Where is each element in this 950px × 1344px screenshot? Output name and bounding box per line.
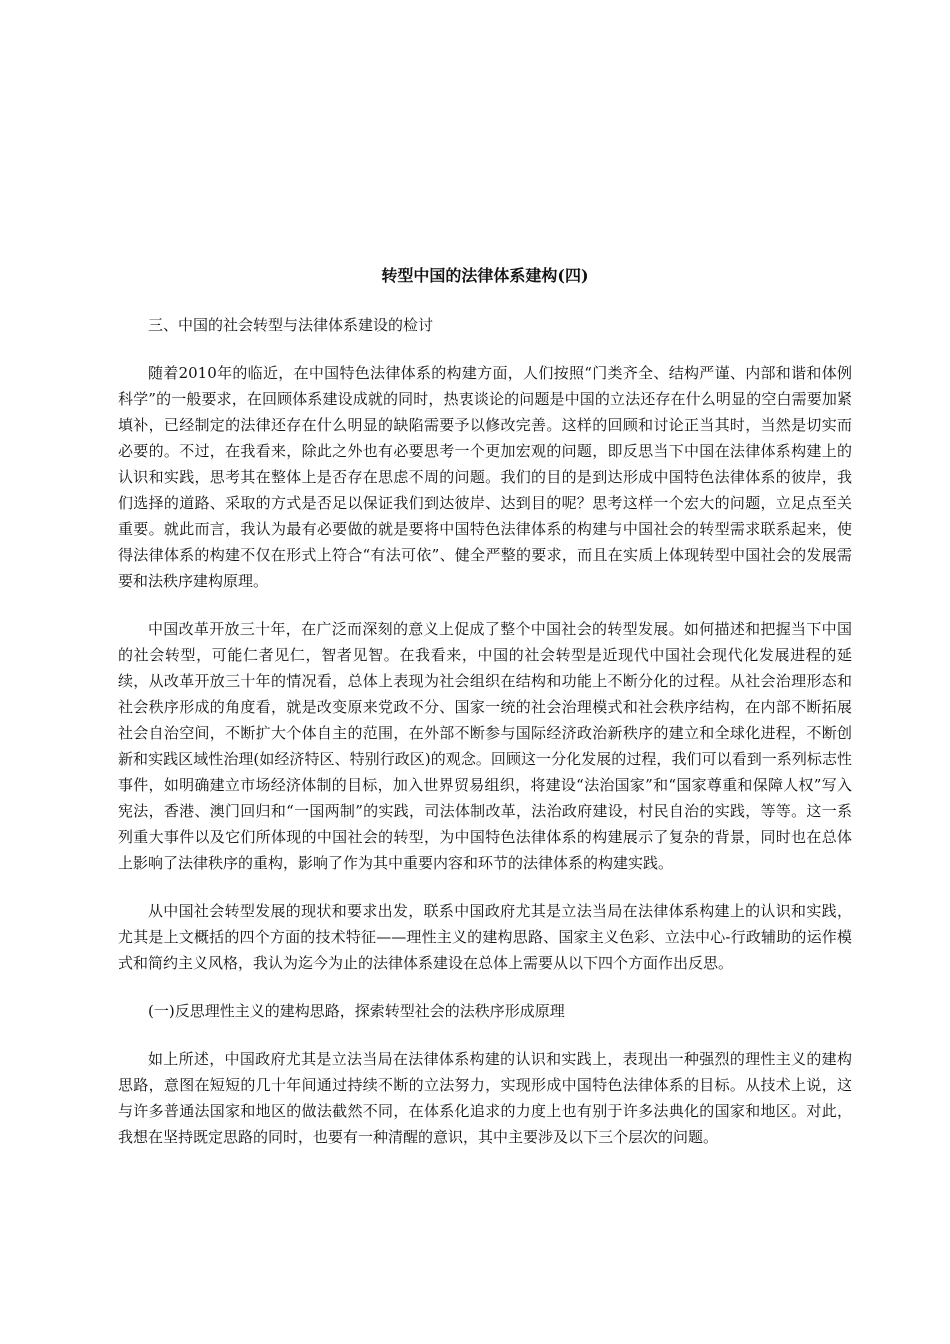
paragraph-3: 从中国社会转型发展的现状和要求出发，联系中国政府尤其是立法当局在法律体系构建上的认识和实践，尤其是上文概括的四个方面的技术特征——理性主义的建构思路、国家主义色彩、立法中心-行政辅助的运作模式和简约主义风格，我认为迄今为止的法律体系建设在总体上需要从以下四个方面作出反思。: [118, 902, 852, 972]
subsection-heading: (一)反思理性主义的建构思路，探索转型社会的法秩序形成原理: [148, 1002, 565, 1020]
document-title: 转型中国的法律体系建构(四): [381, 266, 589, 285]
section-heading: 三、中国的社会转型与法律体系建设的检讨: [148, 316, 434, 334]
paragraph-2: 中国改革开放三十年，在广泛而深刻的意义上促成了整个中国社会的转型发展。如何描述和把握当下中国的社会转型，可能仁者见仁，智者见智。在我看来，中国的社会转型是近现代中国社会现代化发展进程的延续，从改革开放三十年的情况看，总体上表现为社会组织在结构和功能上不断分化的过程。从社会治理形态和社会秩序形成的角度看，就是改变原来党政不分、国家一统的社会治理模式和社会秩序结构，在内部不断拓展社会自治空间，不断扩大个体自主的范围，在外部不断参与国际经济政治新秩序的建立和全球化进程，不断创新和实践区域性治理(如经济特区、特别行政区)的观念。回顾这一分化发展的过程，我们可以看到一系列标志性事件，如明确建立市场经济体制的目标，加入世界贸易组织，将建设“法治国家”和“国家尊重和保障人权”写入宪法，香港、澳门回归和“一国两制”的实践，司法体制改革，法治政府建设，村民自治的实践，等等。这一系列重大事件以及它们所体现的中国社会的转型，为中国特色法律体系的构建展示了复杂的背景，同时也在总体上影响了法律秩序的重构，影响了作为其中重要内容和环节的法律体系的构建实践。: [118, 620, 852, 872]
document-page: [118, 264, 852, 1172]
paragraph-1: 随着2010年的临近，在中国特色法律体系的构建方面，人们按照“门类齐全、结构严谨、内部和谐和体例科学”的一般要求，在回顾体系建设成就的同时，热衷谈论的问题是中国的立法还存在什么明显的空白需要加紧填补，已经制定的法律还存在什么明显的缺陷需要予以修改完善。这样的回顾和讨论正当其时，当然是切实而必要的。不过，在我看来，除此之外也有必要思考一个更加宏观的问题，即反思当下中国在法律体系构建上的认识和实践，思考其在整体上是否存在思虑不周的问题。我们的目的是到达形成中国特色法律体系的彼岸，我们选择的道路、采取的方式是否足以保证我们到达彼岸、达到目的呢？思考这样一个宏大的问题，立足点至关重要。就此而言，我认为最有必要做的就是要将中国特色法律体系的构建与中国社会的转型需求联系起来，使得法律体系的构建不仅在形式上符合“有法可依”、健全严整的要求，而且在实质上体现转型中国社会的发展需要和法秩序建构原理。: [118, 364, 852, 590]
paragraph-4: 如上所述，中国政府尤其是立法当局在法律体系构建的认识和实践上，表现出一种强烈的理性主义的建构思路，意图在短短的几十年间通过持续不断的立法努力，实现形成中国特色法律体系的目标。从技术上说，这与许多普通法国家和地区的做法截然不同，在体系化追求的力度上也有别于许多法典化的国家和地区。对此，我想在坚持既定思路的同时，也要有一种清醒的意识，其中主要涉及以下三个层次的问题。: [118, 1050, 852, 1146]
